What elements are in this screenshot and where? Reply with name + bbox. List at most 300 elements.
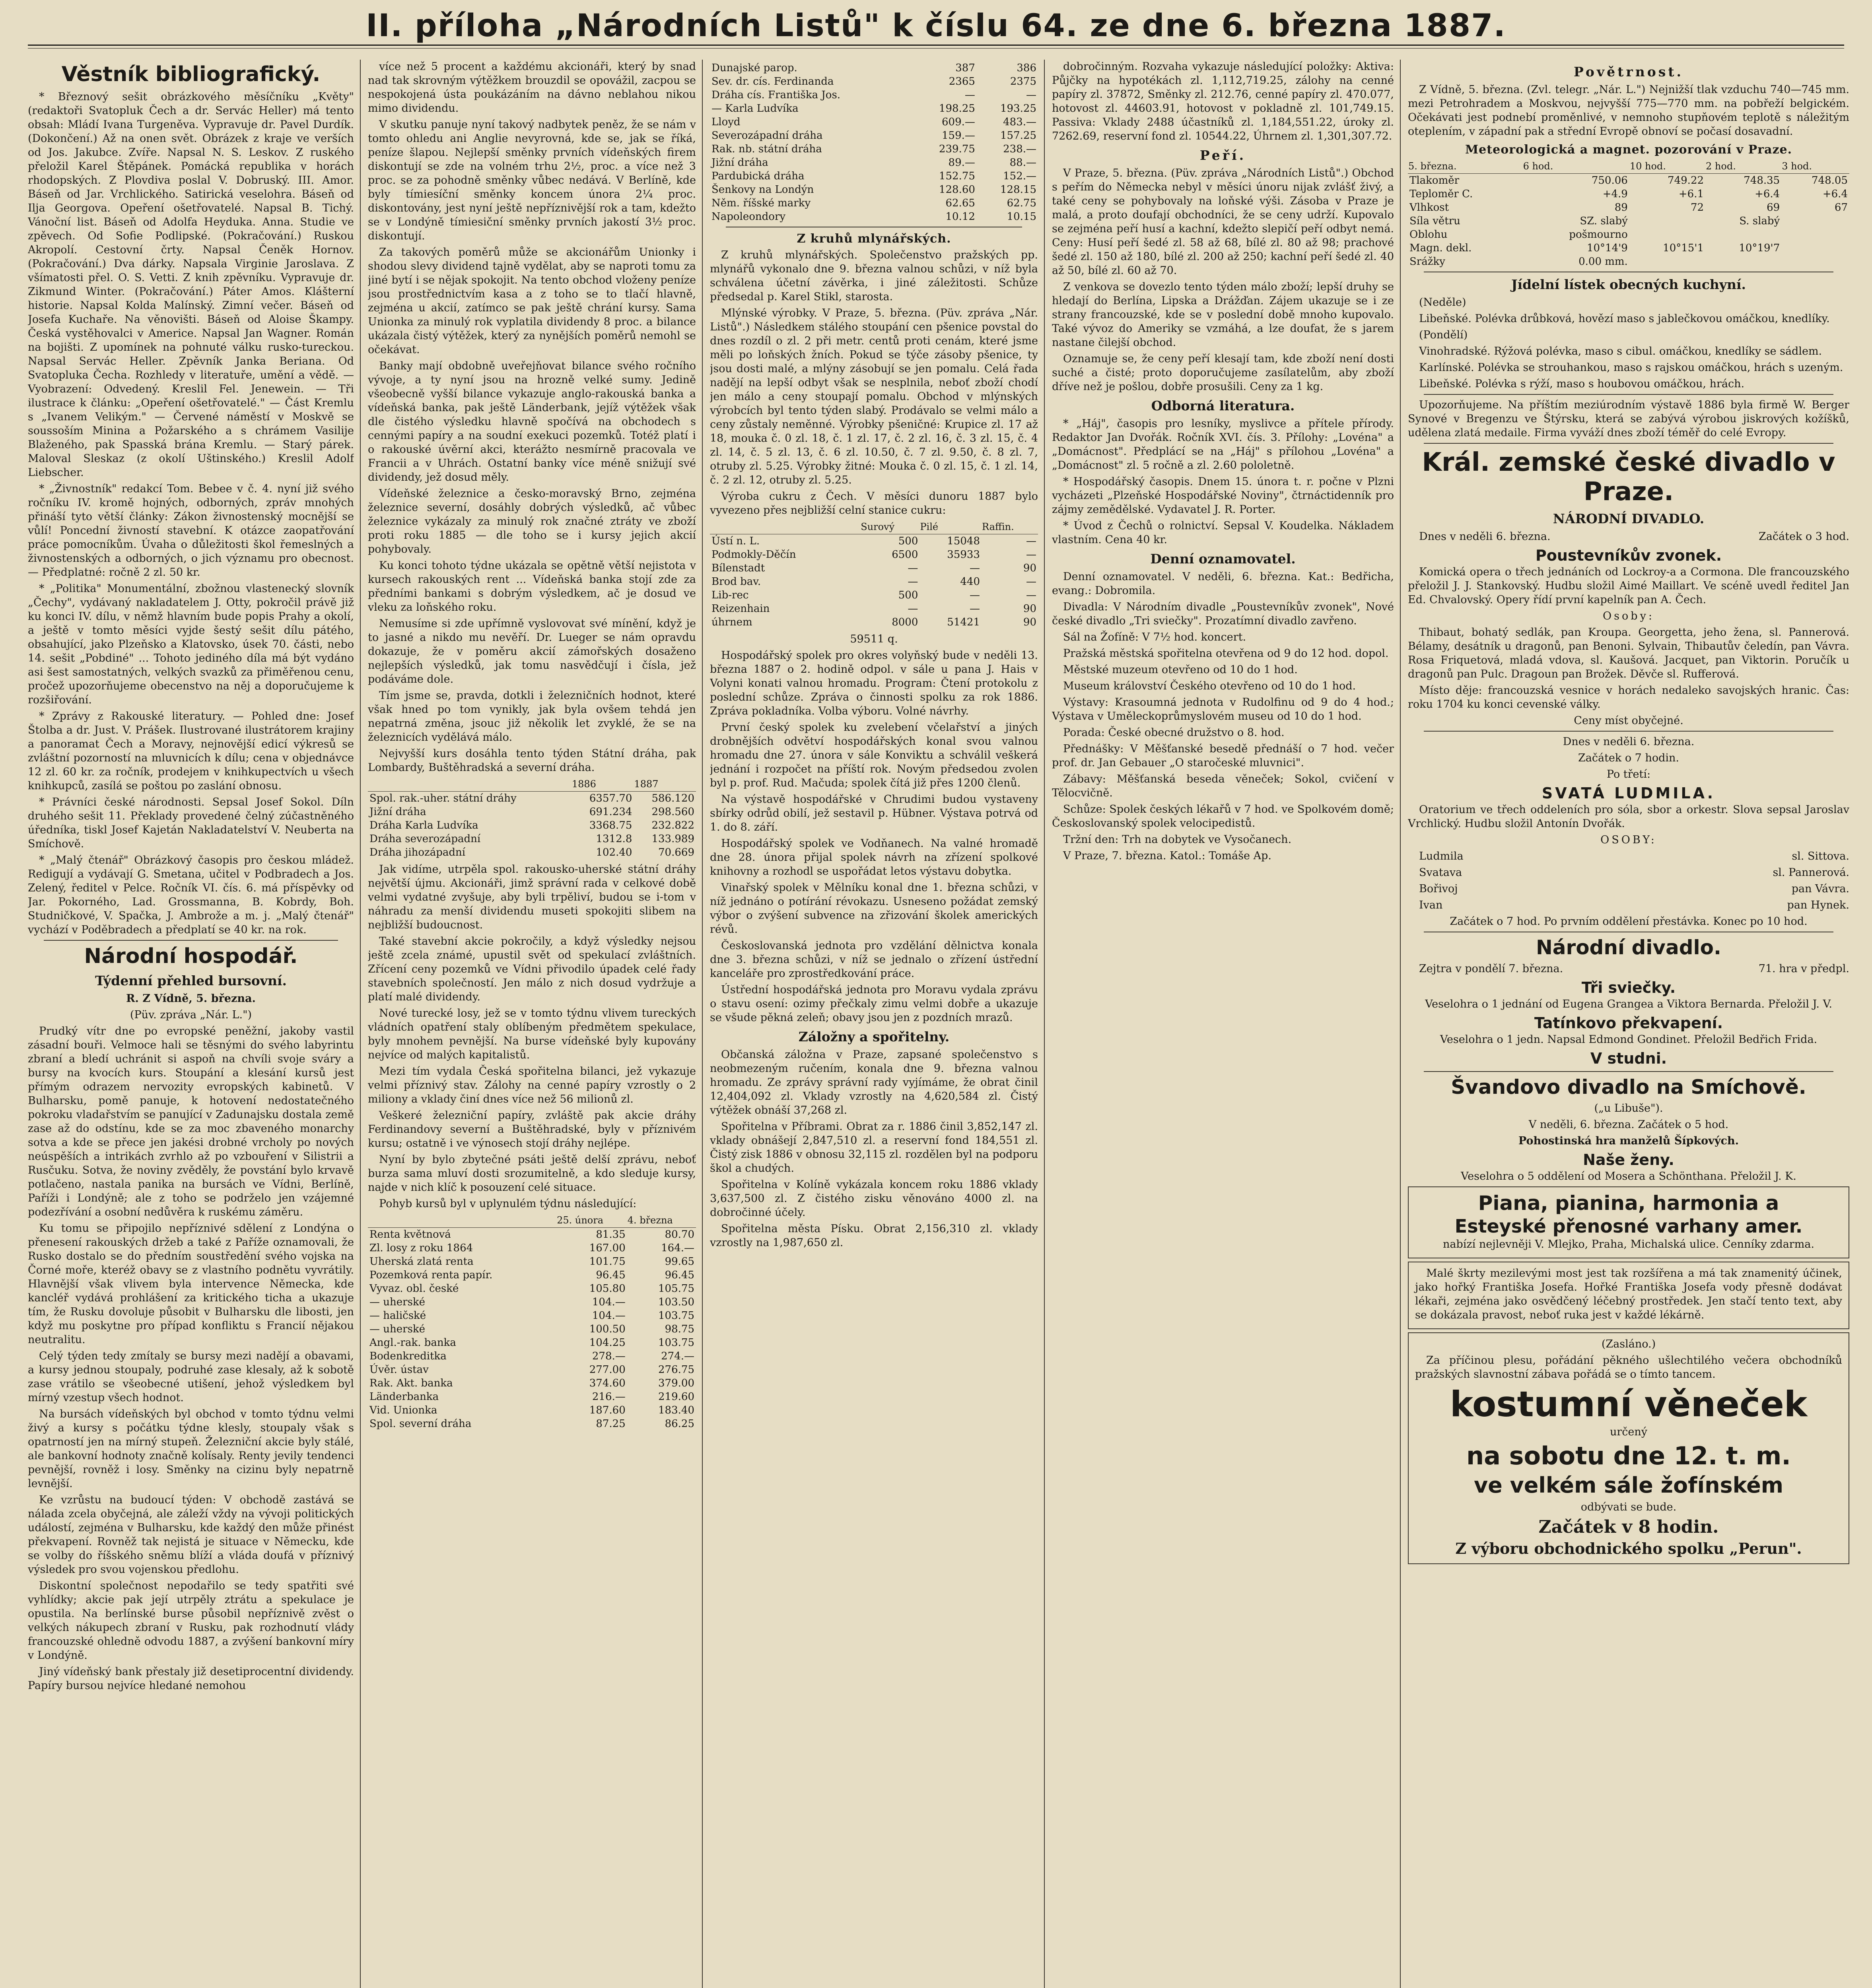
article-body [1052, 417, 1394, 547]
play-title: Naše ženy. [1583, 1151, 1674, 1169]
paragraph: Nemusíme si zde upřímně vyslovovat své mínění, když je to jasné a nikdo mu nevěří. Dr. Lueger se nám opravdu dokazuje, že v poměru akcií zámořských dosaženo nejlepších výsledků, jak tomu nasvědčují i čísla, jež podáváme dole. [368, 617, 696, 685]
ad-headline: Esteyské přenosné varhany amer. [1454, 1215, 1803, 1237]
table-cell: pošmourno [1569, 229, 1628, 241]
table-row [710, 115, 1038, 129]
paragraph: Pražská městská spořitelna otevřena od 9 do 12 hod. dopol. [1063, 647, 1389, 660]
start-time: Začátek o 7 hodin. [1578, 752, 1679, 764]
paragraph: Spořitelna v Kolíně vykázala koncem roku 1886 vklady 3,637,500 zl. Z čistého zisku věnováno 4000 zl. na dobročinné účely. [710, 1178, 1038, 1219]
table-cell: 105.80 [589, 1283, 626, 1295]
table-cell: 80.70 [665, 1229, 694, 1241]
article-body [1052, 570, 1394, 863]
paragraph: (Neděle) [1419, 296, 1466, 309]
paragraph: Hospodářský spolek ve Vodňanech. Na valné hromadě dne 28. února přijal spolek návrh na zřízení spolkové knihovny a rozhodl se uspořádat letos výstavu dobytka. [710, 837, 1038, 878]
table-row [368, 1417, 696, 1431]
table-cell: Vyvaz. obl. české [369, 1283, 459, 1295]
ad-text: Za příčinou plesu, pořádání pěkného ušlechtilého večera obchodníků pražských slavnostní zábava pořádá se o tímto tancem. [1415, 1354, 1842, 1380]
play-description: Veselohra o 5 oddělení od Mosera a Schönthana. Přeložil J. K. [1461, 1170, 1796, 1182]
column-header [368, 1213, 556, 1228]
table-cell: Jižní dráha [711, 157, 768, 169]
paragraph: V Praze, 7. března. Katol.: Tomáše Ap. [1063, 850, 1271, 862]
table-cell [1781, 255, 1849, 268]
section-heading: Národní hospodář. [84, 944, 298, 968]
table-cell: Länderbanka [369, 1391, 439, 1403]
meteo-table [1408, 159, 1849, 268]
table-cell: 6357.70 [589, 792, 632, 804]
table-row [368, 1390, 696, 1404]
start-time: Začátek o 3 hod. [1759, 530, 1849, 543]
role-name: Bořivoj [1419, 883, 1458, 895]
column-header: 3 hod. [1781, 159, 1849, 174]
paragraph: Museum království Českého otevřeno od 10 do 1 hod. [1063, 680, 1356, 692]
table-cell: Šenkovy na Londýn [711, 184, 814, 196]
paragraph: Karlínské. Polévka se strouhankou, maso s rajskou omáčkou, hrách s uzeným. [1419, 361, 1843, 374]
paragraph: Prudký vítr dne po evropské peněžní, jakoby vastil zásadní bouři. Velmoce hali se těsnými do svého labyrintu zbraní a bledí uchránit si aspoň na chvíli svoje sváry a bursy na kvocích kurs. Stoupání a klesání kursů jest přímým odrazem nervozity evropských kabinetů. V Bulharsku, pomě panuje, k hotovení nedostatečného pokroku vladařstvím se panující v Zadunajsku dostala země zase až do odstínu, kde se za moc zbaveného monarchy sotva a kde se přece jen jakési drobné vrcholy po nových neúspěších a intrikách zvrhlo až po vzbouření v Silistrii a Rusčuku. Sotva, že noviny zvěděly, že povstání bylo krvavě potlačeno, nastala panika na bursách ve Vídni, Berlíně, Paříži i Londýně; ale z toho se podrželo jen vzájemné podezřívání a osobní nedůvěra k ruskému záměru. [28, 1025, 354, 1218]
table-cell: 216.— [592, 1391, 626, 1403]
table-cell: 86.25 [665, 1418, 694, 1430]
ad-text: určený [1610, 1426, 1648, 1438]
notice: Upozorňujeme. Na příštím meziúrodním výstavě 1886 byla firmě W. Berger Synové v Bregenzu ve Štýrsku, která se zabývá výrobou jiskrových kožíšků, udělena zlatá medaile. Firma vyváží dnes zboží téměř do celé Evropy. [1408, 399, 1849, 439]
table-cell: 278.— [592, 1350, 626, 1362]
table-cell: Srážky [1409, 256, 1445, 268]
column-header: 6 hod. [1523, 159, 1629, 174]
column-3 [710, 60, 1038, 1988]
play-title: Tři sviečky. [1581, 979, 1676, 996]
table-row [1408, 241, 1849, 255]
section-heading: Peří. [1199, 148, 1246, 163]
performance-date: V neděli, 6. března. Začátek o 5 hod. [1528, 1118, 1729, 1131]
paragraph: Oznamuje se, že ceny peří klesají tam, kde zboží není dosti suché a čisté; proto doporučujeme zasílatelům, aby zboží dříve než je pošlou, dobře prosušili. Ceny za 1 kg. [1052, 353, 1394, 393]
paragraph: Výroba cukru z Čech. V měsíci dunoru 1887 bylo vyvezeno přes nejbližší celní stanice cukru: [710, 490, 1038, 516]
paragraph: Veškeré železniční papíry, zvláště pak akcie dráhy Ferdinandovy severní a Buštěhradské, byly v příznivém kursu; ostatně i ve výnosech stojí dráhy nejlépe. [368, 1109, 696, 1149]
masthead [0, 0, 1872, 52]
table-row [368, 832, 696, 846]
table-header-row [368, 1213, 696, 1228]
guest-performance: Pohostinská hra manželů Šípkových. [1518, 1135, 1739, 1147]
paragraph: Hospodářský spolek pro okres volyňský bude v neděli 13. března 1887 o 2. hodině odpol. v sále u pana J. Hais v Volyni konati valnou hromadu. Program: Čtení protokolu z poslední schůze. Zpráva o činnosti spolku za rok 1886. Zpráva pokladníka. Volba výboru. Volné návrhy. [710, 649, 1038, 717]
table-cell: 159.— [942, 130, 975, 142]
table-row [710, 129, 1038, 142]
column-header: 10 hod. [1629, 159, 1705, 174]
article-list [28, 90, 354, 937]
table-cell: 0.00 mm. [1578, 256, 1628, 268]
column-2 [368, 60, 696, 1988]
table-cell: Reizenhain [711, 603, 770, 615]
table-cell: — [970, 603, 980, 615]
paragraph: V skutku panuje nyní takový nadbytek peněz, že se nám v tomto ohledu ani Anglie nevyrovná, kde se, jak se říká, peníze šlapou. Nejlepší směnky prvních vídeňských firem diskontují se zde na volném trhu 2½, proc. a více než 3 proc. se za pohodně směnky vůbec nedává. V Berlíně, kde byly tímiesíční směnky koncem února 2¼ proc. diskontovány, jest nyní ještě nepříznivější rok a tam, kdežto se v Londýně tímiesiční směnky prvních jakostí 3½ proc. diskontují. [368, 118, 696, 242]
paragraph: * „Živnostník" redakcí Tom. Bebee v č. 4. nyní již svého ročníku IV. kromě hojných, odborných, zpráv mnohých přináší tyto větší články: Zákon živnostenský mocnější se vůlí! Poncední živností stavební. K otázce zaopatřování práce pomocníkům. Úvaha o důležitosti škol řemeslných a živnostenských a odborných, o jich významu pro obecnost. — Předplatné: ročně 2 zl. 50 kr. [28, 483, 354, 579]
table-cell: 62.75 [1007, 197, 1036, 209]
paragraph: Libeňské. Polévka drůbková, hovězí maso s jablečkovou omáčkou, knedlíky. [1419, 313, 1830, 325]
cast-heading: OSOBY: [1600, 834, 1657, 846]
table-cell: 101.75 [589, 1256, 626, 1268]
column-header: 25. února [556, 1213, 627, 1228]
paragraph: Divadla: V Národním divadle „Poustevníkův zvonek", Nové české divadlo „Tri sviečky". Prozatímní divadlo zavřeno. [1052, 601, 1394, 627]
paragraph: * Březnový sešit obrázkového měsíčníku „Květy" (redaktoři Svatopluk Čech a dr. Servác Heller) má tento obsah: Mládí Ivana Turgeněva. Vypravuje dr. Pavel Durdík. (Dokončení.) Až na onen svět. Obrázek z kraje ve verších od Jos. Jakubce. Zvíře. Napsal N. S. Leskov. Z ruského přeložil Karel Štěpánek. Pomácká republika v horách rhodopských. Z Plovdiva poslal V. Dobruský. III. Amor. Báseň od Jar. Vrchlického. Satirická veselohra. Báseň od Ilja Georgova. Opeření ošetřovatelé. Napsal B. Tichý. Vánoční list. Báseň od Adolfa Heyduka. Anna. Studie ve zpěvech. Od Sofie Podlipské. (Pokračování.) Ruskou Akropolí. Cestovní črty. Napsal Čeněk Hornov. (Pokračování.) Dva dárky. Napsala Virginie Jaroslava. Z všímatosti přel. O. S. Vetti. Z knih zpěvníku. Vypravuje dr. Zikmund Winter. (Pokračování.) Páter Amos. Klášterní historie. Napsal Kolda Malínský. Zimní večer. Báseň od Josefa Kuchaře. Na věnovišti. Báseň od Aloise Škampy. Česká vystěhovalci v Americe. Napsal Jan Wagner. Román na bojišti. Z upomínek na pohnuté válku rusko-tureckou. Napsal Servác Heller. Zpěvník Janka Beriana. Od Svatopluka Čecha. Rozhledy v literatuře, umění a vědě. — Vyobrazení: Odvedený. Kreslil Fel. Jenewein. — Tři ilustrace k článku: „Opeření ošetřovatelé." — Část Kremlu s „Ivanem Velikým." — Červené náměstí v Moskvě se soussoším Minina a Požarského a s chrámem Vasilije Blaženého, pak Spasská brána Kremlu. — Starý párek. Maloval Sleskaz (z okolí Uštinského.) Kreslil Adolf Liebscher. [28, 91, 354, 479]
table-cell: 276.75 [658, 1364, 694, 1376]
table-row [710, 102, 1038, 115]
theatre-title: Král. zemské české divadlo v Praze. [1422, 448, 1835, 507]
table-cell: 88.— [1009, 157, 1036, 169]
table-cell: 90 [1023, 562, 1036, 574]
table-cell: 1312.8 [596, 833, 632, 845]
performer-name: sl. Sittova. [1792, 850, 1849, 862]
table-cell: 750.06 [1591, 175, 1628, 186]
table-cell: 2365 [949, 76, 975, 87]
dateline: R. Z Vídně, 5. března. [126, 992, 256, 1005]
table-row [368, 1255, 696, 1268]
play-title: SVATÁ LUDMILA. [1542, 784, 1716, 802]
play-title: Tatínkovo překvapení. [1534, 1014, 1723, 1032]
cast-row [1408, 898, 1849, 912]
section-heading: Záložny a spořitelny. [798, 1029, 950, 1044]
table-row [710, 210, 1038, 223]
performance-number: Po třetí: [1606, 768, 1651, 780]
play-description: Veselohra o 1 jednání od Eugena Grangea a Viktora Bernarda. Přeložil J. V. [1425, 998, 1832, 1010]
table-row [1408, 174, 1849, 188]
paragraph: (Pondělí) [1419, 329, 1468, 341]
column-divider [1044, 60, 1045, 1988]
table-cell: 374.60 [589, 1377, 626, 1389]
ad-headline: Piana, pianina, harmonia a [1478, 1192, 1779, 1215]
performer-name: sl. Pannerová. [1773, 866, 1849, 879]
table-row [368, 805, 696, 819]
menu-heading: Jídelní lístek obecných kuchyní. [1511, 277, 1746, 292]
table-header-row [368, 777, 696, 792]
table-cell: Dráha cís. Františka Jos. [711, 89, 841, 101]
table-cell: Pardubická dráha [711, 170, 805, 182]
table-cell: 98.75 [665, 1323, 694, 1335]
table-cell [1629, 255, 1705, 268]
paragraph: Tím jsme se, pravda, dotkli i železničních hodnot, které však hned po tom vynikly, jak byla ovšem tehdá jen nepatrná změna, jsouc již několik let zvyklé, že se na železnicích vydělává málo. [368, 689, 696, 744]
table-cell: 103.75 [658, 1310, 694, 1322]
stock-rates-table [368, 1213, 696, 1431]
paragraph: Městské muzeum otevřeno od 10 do 1 hod. [1063, 664, 1298, 676]
table-cell: Uherská zlatá renta [369, 1256, 474, 1268]
table-cell: — [908, 562, 918, 574]
table-cell: 386 [1017, 62, 1036, 74]
table-cell: 90 [1023, 603, 1036, 615]
table-cell: Renta květnová [369, 1229, 451, 1241]
table-cell: Podmokly-Děčín [711, 549, 796, 561]
table-cell [1781, 228, 1849, 241]
table-cell: 152.— [1003, 170, 1036, 182]
table-cell: 103.75 [658, 1337, 694, 1349]
table-cell [1705, 228, 1781, 241]
table-cell: 96.45 [665, 1269, 694, 1281]
table-row [710, 88, 1038, 102]
table-cell: 102.40 [596, 846, 632, 858]
table-cell [1781, 214, 1849, 228]
table-cell: +6.4 [1755, 188, 1780, 200]
paragraph: Výstavy: Krasoumná jednota v Rudolfinu od 9 do 4 hod.; Výstava v Uměleckoprůmyslovém museu od 10 do 1 hod. [1052, 696, 1394, 722]
table-cell: 198.25 [939, 103, 975, 115]
table-cell: úhrnem [711, 616, 752, 628]
ad-text: Malé škrty mezilevými most jest tak rozšířena a má tak znamenitý účinek, jako hořký Františka Josefa. Hořké Františka Josefa vody přesně dodávat lékaři, zejména jako osvědčený léčebný prostředek. Jen stačí tento text, aby se dokázala pravost, neboť ruka jest v každé lékárně. [1415, 1267, 1842, 1321]
stock-rates-table-cont [710, 61, 1038, 223]
table-cell: +6.4 [1822, 188, 1848, 200]
article-body [710, 248, 1038, 517]
paragraph: Diskontní společnost nepodařilo se tedy spatřiti své vyhlídky; akcie pak její utrpěly ztrátu a spekulace je opustila. Na berlínské burse působil nepříznivě zvěst o velkých nákupech zbraní v Rusku, pak rozhodnutí vlády francouzské ohledně odvodu 1887, a zvýšení bankovní míry v Londýně. [28, 1580, 354, 1662]
divider [1424, 731, 1833, 732]
table-row [710, 548, 1038, 561]
theatre-subtitle: („u Libuše"). [1594, 1102, 1663, 1114]
table-cell: 70.669 [658, 846, 694, 858]
table-cell: Rak. nb. státní dráha [711, 143, 822, 155]
role-name: Ludmila [1419, 850, 1464, 862]
paragraph: Sál na Žofíně: V 7½ hod. koncert. [1063, 631, 1246, 643]
table-row [368, 1363, 696, 1376]
table-cell: +6.1 [1678, 188, 1704, 200]
article-body [368, 862, 696, 1211]
article-body [368, 60, 696, 775]
railway-revenue-table [368, 777, 696, 859]
play-title: V studni. [1590, 1050, 1667, 1067]
paragraph: * „Politika" Monumentální, zbožnou vlastenecký slovník „Čechy", vydávaný nakladatelem J. Otty, pokročil právě již ku konci IV. dílu, v němž hlavním bude popis Prahy a okolí, a ještě v tomto měsíci vyjde šestý sešit dílu pátého, obsahující, jako Plzeňsko a Klatovsko, úsek 70. části, nebo 14. sešit „Pobdiné" ... Tohoto jediného díla má být vydáno asi šest samostatných, velkých svazků za přiměřenou cenu, pročež upozorňujeme obecenstvo na něj a doporučujeme k rozšiřování. [28, 582, 354, 706]
role-name: Ivan [1419, 899, 1443, 911]
paragraph: Celý týden tedy zmítaly se bursy mezi nadějí a obavami, a kursy jednou stoupaly, podruhé zase klesaly, až k sobotě zase vrátilo se všeobecné utišení, jehož výsledkem byl mírný vzestup všech hodnot. [28, 1350, 354, 1404]
prices-note: Ceny míst obyčejné. [1574, 714, 1683, 727]
play-description: Komická opera o třech jednáních od Lockroy-a a Cormona. Dle francouzského přeložil J. J. Stankovský. Hudbu složil Aimé Maillart. Ve scéně uvedl ředitel Jan Ed. Chvalovský. Opery řídí první kapelník pan A. Čech. [1408, 566, 1849, 606]
column-header [368, 777, 572, 792]
divider [1424, 394, 1833, 395]
table-cell: 81.35 [596, 1229, 626, 1241]
table-cell: 87.25 [596, 1418, 626, 1430]
paragraph: Nyní by bylo zbytečné psáti ještě delší zprávu, neboť burza sama mluví dosti srozumitelně, a kdo sleduje kursy, najde v nich klíč k posouzení celé situace. [368, 1153, 696, 1194]
table-cell: 183.40 [658, 1404, 694, 1416]
column-header: Surový [860, 520, 919, 534]
table-row [1408, 228, 1849, 241]
table-cell: — [908, 603, 918, 615]
paragraph: Mezi tím vydala Česká spořitelna bilanci, jež vykazuje velmi příznivý stav. Zálohy na cenné papíry vzrostly o 2 miliony a vklady činí dnes více než 56 milionů zl. [368, 1065, 696, 1105]
table-cell: 103.50 [658, 1296, 694, 1308]
column-4 [1052, 60, 1394, 1988]
table-cell: S. slabý [1739, 215, 1780, 227]
divider [44, 940, 338, 941]
column-divider [1400, 60, 1401, 1988]
column-header: Pilé [919, 520, 982, 534]
table-cell: — Karla Ludvíka [711, 103, 799, 115]
table-cell: Lloyd [711, 116, 741, 128]
table-row [710, 183, 1038, 196]
table-row [710, 196, 1038, 210]
theatre-subtitle: NÁRODNÍ DIVADLO. [1553, 511, 1705, 526]
date: Zejtra v pondělí 7. března. [1419, 963, 1563, 975]
table-row [710, 75, 1038, 88]
table-cell: 387 [955, 62, 975, 74]
role-name: Svatava [1419, 866, 1462, 879]
table-cell: 749.22 [1668, 175, 1704, 186]
cast-row [1408, 866, 1849, 879]
table-cell: 483.— [1003, 116, 1036, 128]
table-row [1408, 187, 1849, 201]
table-cell: 440 [960, 576, 980, 588]
column-divider [360, 60, 361, 1988]
paragraph: Libeňské. Polévka s rýží, maso s houbovou omáčkou, hrách. [1419, 378, 1745, 390]
table-header-row [710, 520, 1038, 534]
table-cell: Jižní dráha [369, 806, 426, 818]
table-row [1408, 201, 1849, 214]
table-row [368, 1376, 696, 1390]
table-row [710, 561, 1038, 575]
theatre-title: Národní divadlo. [1536, 936, 1722, 959]
table-row [368, 1228, 696, 1242]
table-cell: 691.234 [589, 806, 632, 818]
ad-start: Začátek v 8 hodin. [1538, 1517, 1719, 1537]
paragraph: První český spolek ku zvelebení včelařství a jiných drobnějších odvětví hospodářských konal svou valnou hromadu dne 27. února v sále Konviktu a schválil veškerá jednání i rozpočet na příští rok. Novým předsedou zvolen byl p. prof. Rud. Mačuda; spolek čítá již přes 1200 členů. [710, 721, 1038, 789]
subheading: Týdenní přehled bursovní. [95, 973, 287, 988]
table-cell: 164.— [661, 1242, 694, 1254]
table-cell: — [964, 89, 975, 101]
table-row [710, 588, 1038, 602]
paragraph: Zábavy: Měšťanská beseda věneček; Sokol, cvičení v Tělocvičně. [1052, 773, 1394, 799]
table-cell: Sev. dr. cís. Ferdinanda [711, 76, 834, 87]
paragraph: Vídeňské železnice a česko-moravský Brno, zejména železnice severní, dosáhly dobrých výsledků, ač vůbec železnice vykázaly za minulý rok značné ztráty ve zboží proti roku 1885 — dle toho se i kursy jejich akcií pohybovaly. [368, 487, 696, 555]
ad-label: (Zasláno.) [1601, 1338, 1656, 1350]
table-cell: 104.25 [589, 1337, 626, 1349]
dateline-note: (Püv. zpráva „Nár. L.") [130, 1009, 252, 1021]
divider [1424, 1071, 1833, 1072]
table-cell: 500 [898, 535, 918, 547]
paragraph: Českoslovanská jednota pro vzdělání dělnictva konala dne 3. března schůzi, v níž se jednalo o zřízení ústřední kanceláře pro zprostředkování práce. [710, 940, 1038, 980]
table-cell: 274.— [661, 1350, 694, 1362]
table-row [368, 1404, 696, 1417]
table-cell: 152.75 [939, 170, 975, 182]
table-cell: Oblohu [1409, 229, 1448, 241]
table-cell: Tlakoměr [1409, 175, 1460, 186]
column-header: 5. března. [1408, 159, 1523, 174]
table-row [368, 1241, 696, 1255]
table-cell: Dunajské parop. [711, 62, 797, 74]
table-cell: — [970, 562, 980, 574]
sugar-total: 59511 q. [850, 633, 898, 645]
table-cell: — [1026, 576, 1036, 588]
table-cell: 99.65 [665, 1256, 694, 1268]
table-cell: — [1026, 549, 1036, 561]
article-body [1052, 166, 1394, 394]
paragraph: * „Malý čtenář" Obrázkový časopis pro českou mládež. Redigují a vydávají G. Smetana, učitel v Podbradech a Jos. Zelený, ředitel v Pelce. Ročník VI. čís. 6. má příspěvky od Jar. Pokorného, Lad. Grossmanna, B. Kobrdy, Boh. Studničkové, V. Spačka, J. Ambrože a m. j. „Malý čtenář" vychází v Poděbradech a předplatí se 40 kr. na rok. [28, 854, 354, 936]
weather-text: Z Vídně, 5. března. (Zvl. telegr. „Nár. L.") Nejnižší tlak vzduchu 740—745 mm. mezi Petrohradem a Moskvou, nejvyšší 775—770 mm. na pobřeží belgickém. Očekávati jest podnebí proměnlivé, v nemnoho stupňovém teplotě s náležitým oteplením, v západní pak a střední Evropě obnoví se počasí dosavadní. [1408, 83, 1849, 138]
article-body [28, 1024, 354, 1693]
paragraph: Z venkova se dovezlo tento týden málo zboží; lepší druhy se hledají do Berlína, Lipska a Drážďan. Zájem ukazuje se i ze strany francouzské, kde se v poslední době mnoho kupovalo. Také vývoz do Ameriky se vzmáhá, a lze doufat, že s jarem nastane čilejší obchod. [1052, 281, 1394, 349]
table-cell: — uherské [369, 1296, 426, 1308]
table-cell: — [1026, 535, 1036, 547]
menu-list [1408, 295, 1849, 391]
paragraph: Ku konci tohoto týdne ukázala se opětně větší nejistota v kursech rakouských rent ... Vídeňská banka stojí zde za předními bankami s dobrým výsledkem, ač je dosud ve vleku za loňského roku. [368, 559, 696, 613]
table-row [368, 1282, 696, 1295]
paragraph: Občanská záložna v Praze, zapsané společenstvo s neobmezeným ručením, konala dne 9. března valnou hromadu. Ze zprávy správní rady vyjímáme, že obrat činil 12,404,092 zl. Vklady vzrostly na 4,620,584 zl. Čistý výtěžek obnáší 37,268 zl. [710, 1048, 1038, 1116]
column-header [710, 520, 860, 534]
table-cell: 128.15 [1000, 184, 1036, 196]
theatre-title: Švandovo divadlo na Smíchově. [1451, 1076, 1806, 1099]
column-1 [28, 60, 354, 1988]
table-row [710, 156, 1038, 169]
table-row [710, 602, 1038, 615]
cast-heading: Osoby: [1603, 610, 1654, 622]
table-row [1408, 214, 1849, 228]
ad-date: na sobotu dne 12. t. m. [1466, 1441, 1791, 1470]
masthead-title: II. příloha „Národních Listů" k číslu 64. ze dne 6. března 1887. [366, 8, 1506, 44]
paragraph: Jiný vídeňský bank přestaly již desetiprocentní dividendy. Papíry bursou nejvíce hledané nemohou [28, 1666, 354, 1692]
table-cell: 609.— [942, 116, 975, 128]
date: Dnes v neděli 6. března. [1419, 530, 1551, 543]
table-cell: 67 [1834, 202, 1848, 214]
table-cell: Síla větru [1409, 215, 1460, 227]
table-header-row [1408, 159, 1849, 174]
table-cell: 96.45 [596, 1269, 626, 1281]
table-cell: 239.75 [939, 143, 975, 155]
paragraph: * Právníci české národnosti. Sepsal Josef Sokol. Díln druhého sešit 11. Překlady provedené čelný zúčastněného úředníka, tiskl Josef Kajetán Nakladatelství V. Neuberta na Smíchově. [28, 796, 354, 850]
table-cell: Pozemková renta papír. [369, 1269, 493, 1281]
paragraph: více než 5 procent a každému akcionáři, který by snad nad tak skrovným výtěžkem brouzdil se opovážil, zacpou se nespokojená ústa poukázáním na dávno neblahou nikou mimo dividendu. [368, 60, 696, 115]
table-cell: 187.60 [589, 1404, 626, 1416]
table-cell: 586.120 [651, 792, 694, 804]
table-cell: 104.— [592, 1296, 626, 1308]
performer-name: pan Hynek. [1787, 899, 1849, 911]
paragraph: * Úvod z Čechů o rolnictví. Sepsal V. Koudelka. Nákladem vlastním. Cena 40 kr. [1052, 520, 1394, 546]
table-row [710, 169, 1038, 183]
table-cell: 379.00 [658, 1377, 694, 1389]
table-cell: 157.25 [1000, 130, 1036, 142]
ad-headline: kostumní věneček [1450, 1384, 1808, 1425]
table-row [710, 142, 1038, 156]
table-cell: Magn. dekl. [1409, 242, 1472, 254]
table-row [368, 792, 696, 806]
table-cell: — haličské [369, 1310, 426, 1322]
cast-row [1408, 849, 1849, 863]
play-description: Veselohra o 1 jedn. Napsal Edmond Gondinet. Přeložil Bedřich Frida. [1440, 1033, 1818, 1046]
table-cell: 62.65 [945, 197, 975, 209]
cast-table [1408, 849, 1849, 912]
paragraph: Na výstavě hospodářské v Chrudimi budou vystaveny sbírky odrůd obilí, jež sestavil p. Hübner. Výstava potrvá od 1. do 8. září. [710, 793, 1038, 833]
table-cell: Dráha severozápadní [369, 833, 481, 845]
table-cell: 89 [1614, 202, 1628, 214]
paragraph: Ústřední hospodářská jednota pro Moravu vydala zprávu o stavu osení: ozimy přečkaly zimu velmi dobře a ukazuje se všude pěkná zeleň; obavy jsou jen z pozdních mrazů. [710, 984, 1038, 1024]
table-cell: — [970, 589, 980, 601]
table-cell: 2375 [1010, 76, 1036, 87]
table-cell: 10.15 [1007, 211, 1036, 223]
divider [1424, 443, 1833, 444]
paragraph: V Praze, 5. března. (Püv. zpráva „Národních Listů".) Obchod s peřím do Německa nebyl v měsíci únoru nijak zvlášť živý, a také ceny se pohybovaly na loňské výši. Zásoba v Praze je malá, a proto doufají obchodníci, že se ceny udrží. Kupovalo se zejména peří husí a kachní, kdežto slepičí peří odbyt nemá. Ceny: Husí peří šedé zl. 58 až 68, bílé zl. 80 až 98; prachové šedé zl. 150 až 180, bílé zl. 200 až 250; kachní peří šedé zl. 40 až 50, bílé zl. 60 až 70. [1052, 167, 1394, 277]
performer-name: pan Vávra. [1791, 883, 1849, 895]
table-cell: 105.75 [658, 1283, 694, 1295]
table-row [368, 1322, 696, 1336]
paragraph: Schůze: Spolek českých lékařů v 7 hod. ve Spolkovém domě; Českoslovanský spolek velocipedistů. [1052, 803, 1394, 829]
subscription-note: 71. hra v předpl. [1758, 963, 1849, 975]
paragraph: Denní oznamovatel. V neděli, 6. března. Kat.: Bedřicha, evang.: Dobromila. [1052, 571, 1394, 597]
column-divider [702, 60, 703, 1988]
masthead-rule [28, 45, 1844, 49]
table-row [368, 1349, 696, 1363]
column-header: 1887 [634, 777, 696, 792]
paragraph: Banky mají obdobně uveřejňovat bilance svého ročního vývoje, a ty nyní jsou na hrozně velké sumy. Jedině všeobecně vyšší bilance vykazuje anglo-rakouská banka a vídeňská banka, pak ještě Länderbank, jejíž výtěžek však dle čistého výsledku hlavně spočívá na obchodech s cennými papíry a na soudní exekuci pozemků. Totéž platí i o rakouské úvěrní akci, kterážto nesmírně pracovala ve Francii a v Uhrách. Ostatní banky více méně snižují své dividendy, jež dosud měly. [368, 360, 696, 483]
table-cell: 128.60 [939, 184, 975, 196]
article-body [710, 648, 1038, 1025]
paragraph: Spořitelna v Příbrami. Obrat za r. 1886 činil 3,852,147 zl. vklady obnášejí 2,847,510 zl. a reservní fond 184,551 zl. Čistý zisk 1886 v obnosu 32,115 zl. rozdělen byl na podporu škol a chudých. [710, 1120, 1038, 1175]
paragraph: Nejvyšší kurs dosáhla tento týden Státní dráha, pak Lombardy, Buštěhradská a severní dráha. [368, 747, 696, 774]
table-cell: 100.50 [589, 1323, 626, 1335]
table-cell: Bodenkreditka [369, 1350, 447, 1362]
column-5 [1408, 60, 1849, 1988]
article-body [1052, 60, 1394, 143]
paragraph: Porada: České obecné družstvo o 8. hod. [1063, 726, 1285, 739]
table-cell: Rak. Akt. banka [369, 1377, 453, 1389]
table-cell: 89.— [948, 157, 975, 169]
table-cell: +4.9 [1602, 188, 1628, 200]
table-row [710, 575, 1038, 588]
table-cell: Dráha Karla Ludvíka [369, 819, 478, 831]
table-cell: Lib-rec [711, 589, 749, 601]
table-row [710, 534, 1038, 548]
